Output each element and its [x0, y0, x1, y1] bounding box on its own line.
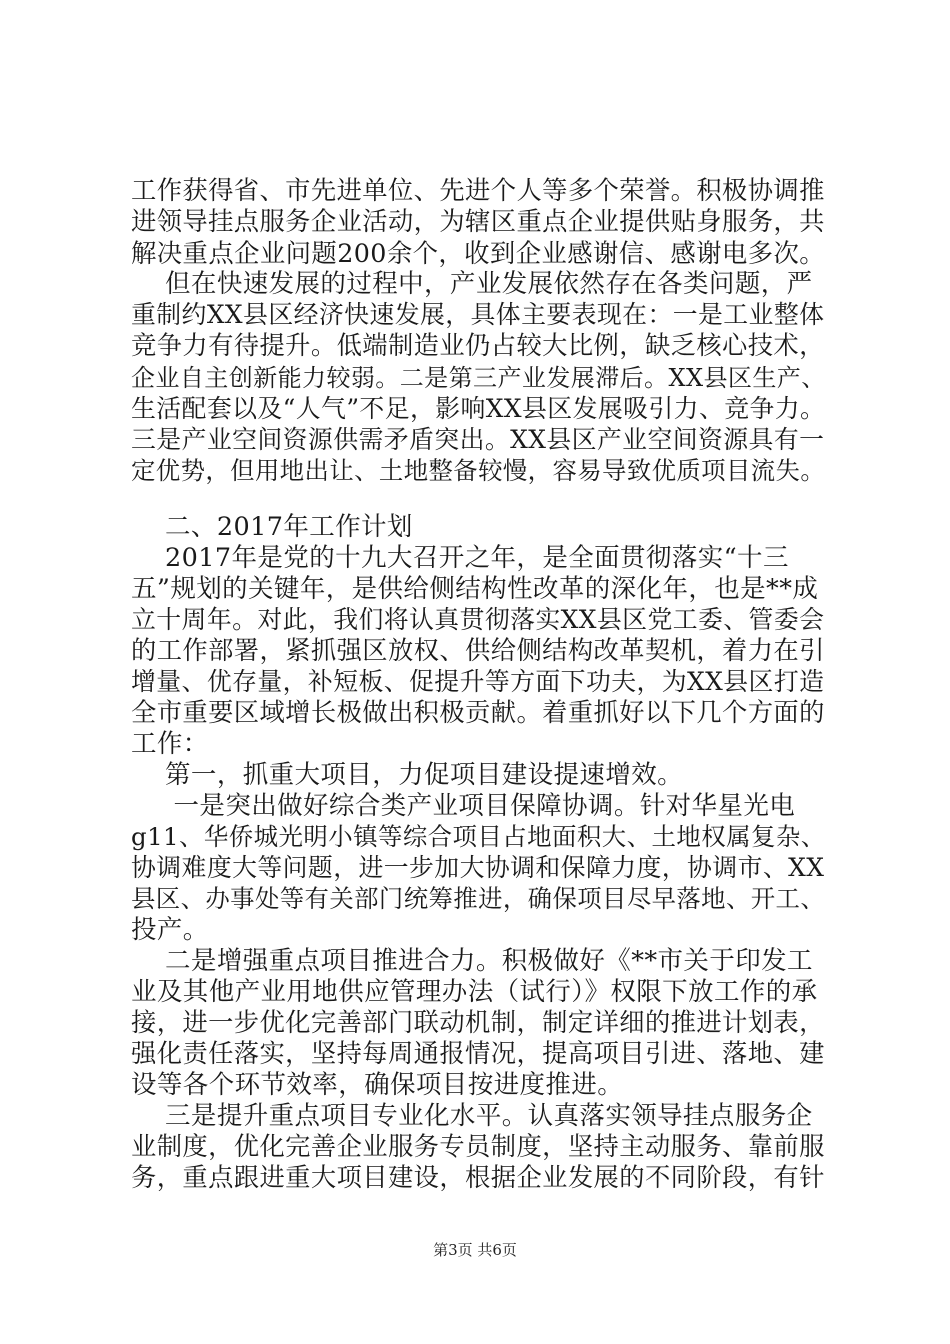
text-line: 全市重要区域增长极做出积极贡献。着重抓好以下几个方面的 [131, 698, 825, 727]
text-line: 进领导挂点服务企业活动，为辖区重点企业提供贴身服务，共 [131, 207, 825, 236]
text-line: 投产。 [131, 915, 209, 945]
text-line: 一是突出做好综合类产业项目保障协调。针对华星光电 [131, 791, 796, 821]
text-line: 业制度，优化完善企业服务专员制度，坚持主动服务、靠前服 [131, 1132, 825, 1161]
text-line: 企业自主创新能力较弱。二是第三产业发展滞后。XX县区生产、 [131, 364, 826, 392]
text-line: 立十周年。对此，我们将认真贯彻落实XX县区党工委、管委会 [131, 605, 825, 634]
text-line: 2017年是党的十九大召开之年，是全面贯彻落实“十三 [131, 543, 789, 573]
text-line: 业及其他产业用地供应管理办法（试行）》权限下放工作的承 [131, 977, 818, 1007]
text-line: 三是产业空间资源供需矛盾突出。XX县区产业空间资源具有一 [131, 425, 825, 454]
text-line: 五”规划的关键年，是供给侧结构性改革的深化年，也是**成 [131, 574, 819, 604]
text-line: 定优势，但用地出让、土地整备较慢，容易导致优质项目流失。 [131, 456, 826, 485]
text-line: 接，进一步优化完善部门联动机制，制定详细的推进计划表， [131, 1008, 825, 1037]
text-line: 务，重点跟进重大项目建设，根据企业发展的不同阶段，有针 [131, 1163, 825, 1192]
text-line: 解决重点企业问题200余个，收到企业感谢信、感谢电多次。 [131, 238, 826, 268]
text-line: 二是增强重点项目推进合力。积极做好《**市关于印发工 [131, 946, 813, 976]
text-line: 工作获得省、市先进单位、先进个人等多个荣誉。积极协调推 [131, 176, 825, 205]
text-line: 强化责任落实，坚持每周通报情况，提高项目引进、落地、建 [131, 1039, 825, 1068]
text-line: 设等各个环节效率，确保项目按进度推进。 [131, 1070, 624, 1100]
text-line: 竞争力有待提升。低端制造业仍占较大比例，缺乏核心技术， [131, 331, 825, 360]
page-footer: 第3页 共6页 [433, 1241, 517, 1259]
text-line: 重制约XX县区经济快速发展，具体主要表现在：一是工业整体 [131, 300, 825, 329]
text-line: 增量、优存量，补短板、促提升等方面下功夫，为XX县区打造 [131, 667, 825, 696]
text-line: 县区、办事处等有关部门统筹推进，确保项目尽早落地、开工、 [131, 884, 826, 913]
text-line: 工作： [131, 729, 209, 759]
text-line: 的工作部署，紧抓强区放权、供给侧结构改革契机，着力在引 [131, 636, 825, 665]
text-line: g11、华侨城光明小镇等综合项目占地面积大、土地权属复杂、 [131, 822, 826, 851]
text-line: 协调难度大等问题，进一步加大协调和保障力度，协调市、XX [131, 853, 825, 882]
text-line: 第一，抓重大项目，力促项目建设提速增效。 [131, 760, 684, 790]
text-line: 三是提升重点项目专业化水平。认真落实领导挂点服务企 [131, 1101, 813, 1131]
text-line: 但在快速发展的过程中，产业发展依然存在各类问题，严 [131, 269, 813, 299]
text-line: 二、2017年工作计划 [131, 512, 413, 542]
text-line: 生活配套以及“人气”不足，影响XX县区发展吸引力、竞争力。 [131, 394, 826, 423]
